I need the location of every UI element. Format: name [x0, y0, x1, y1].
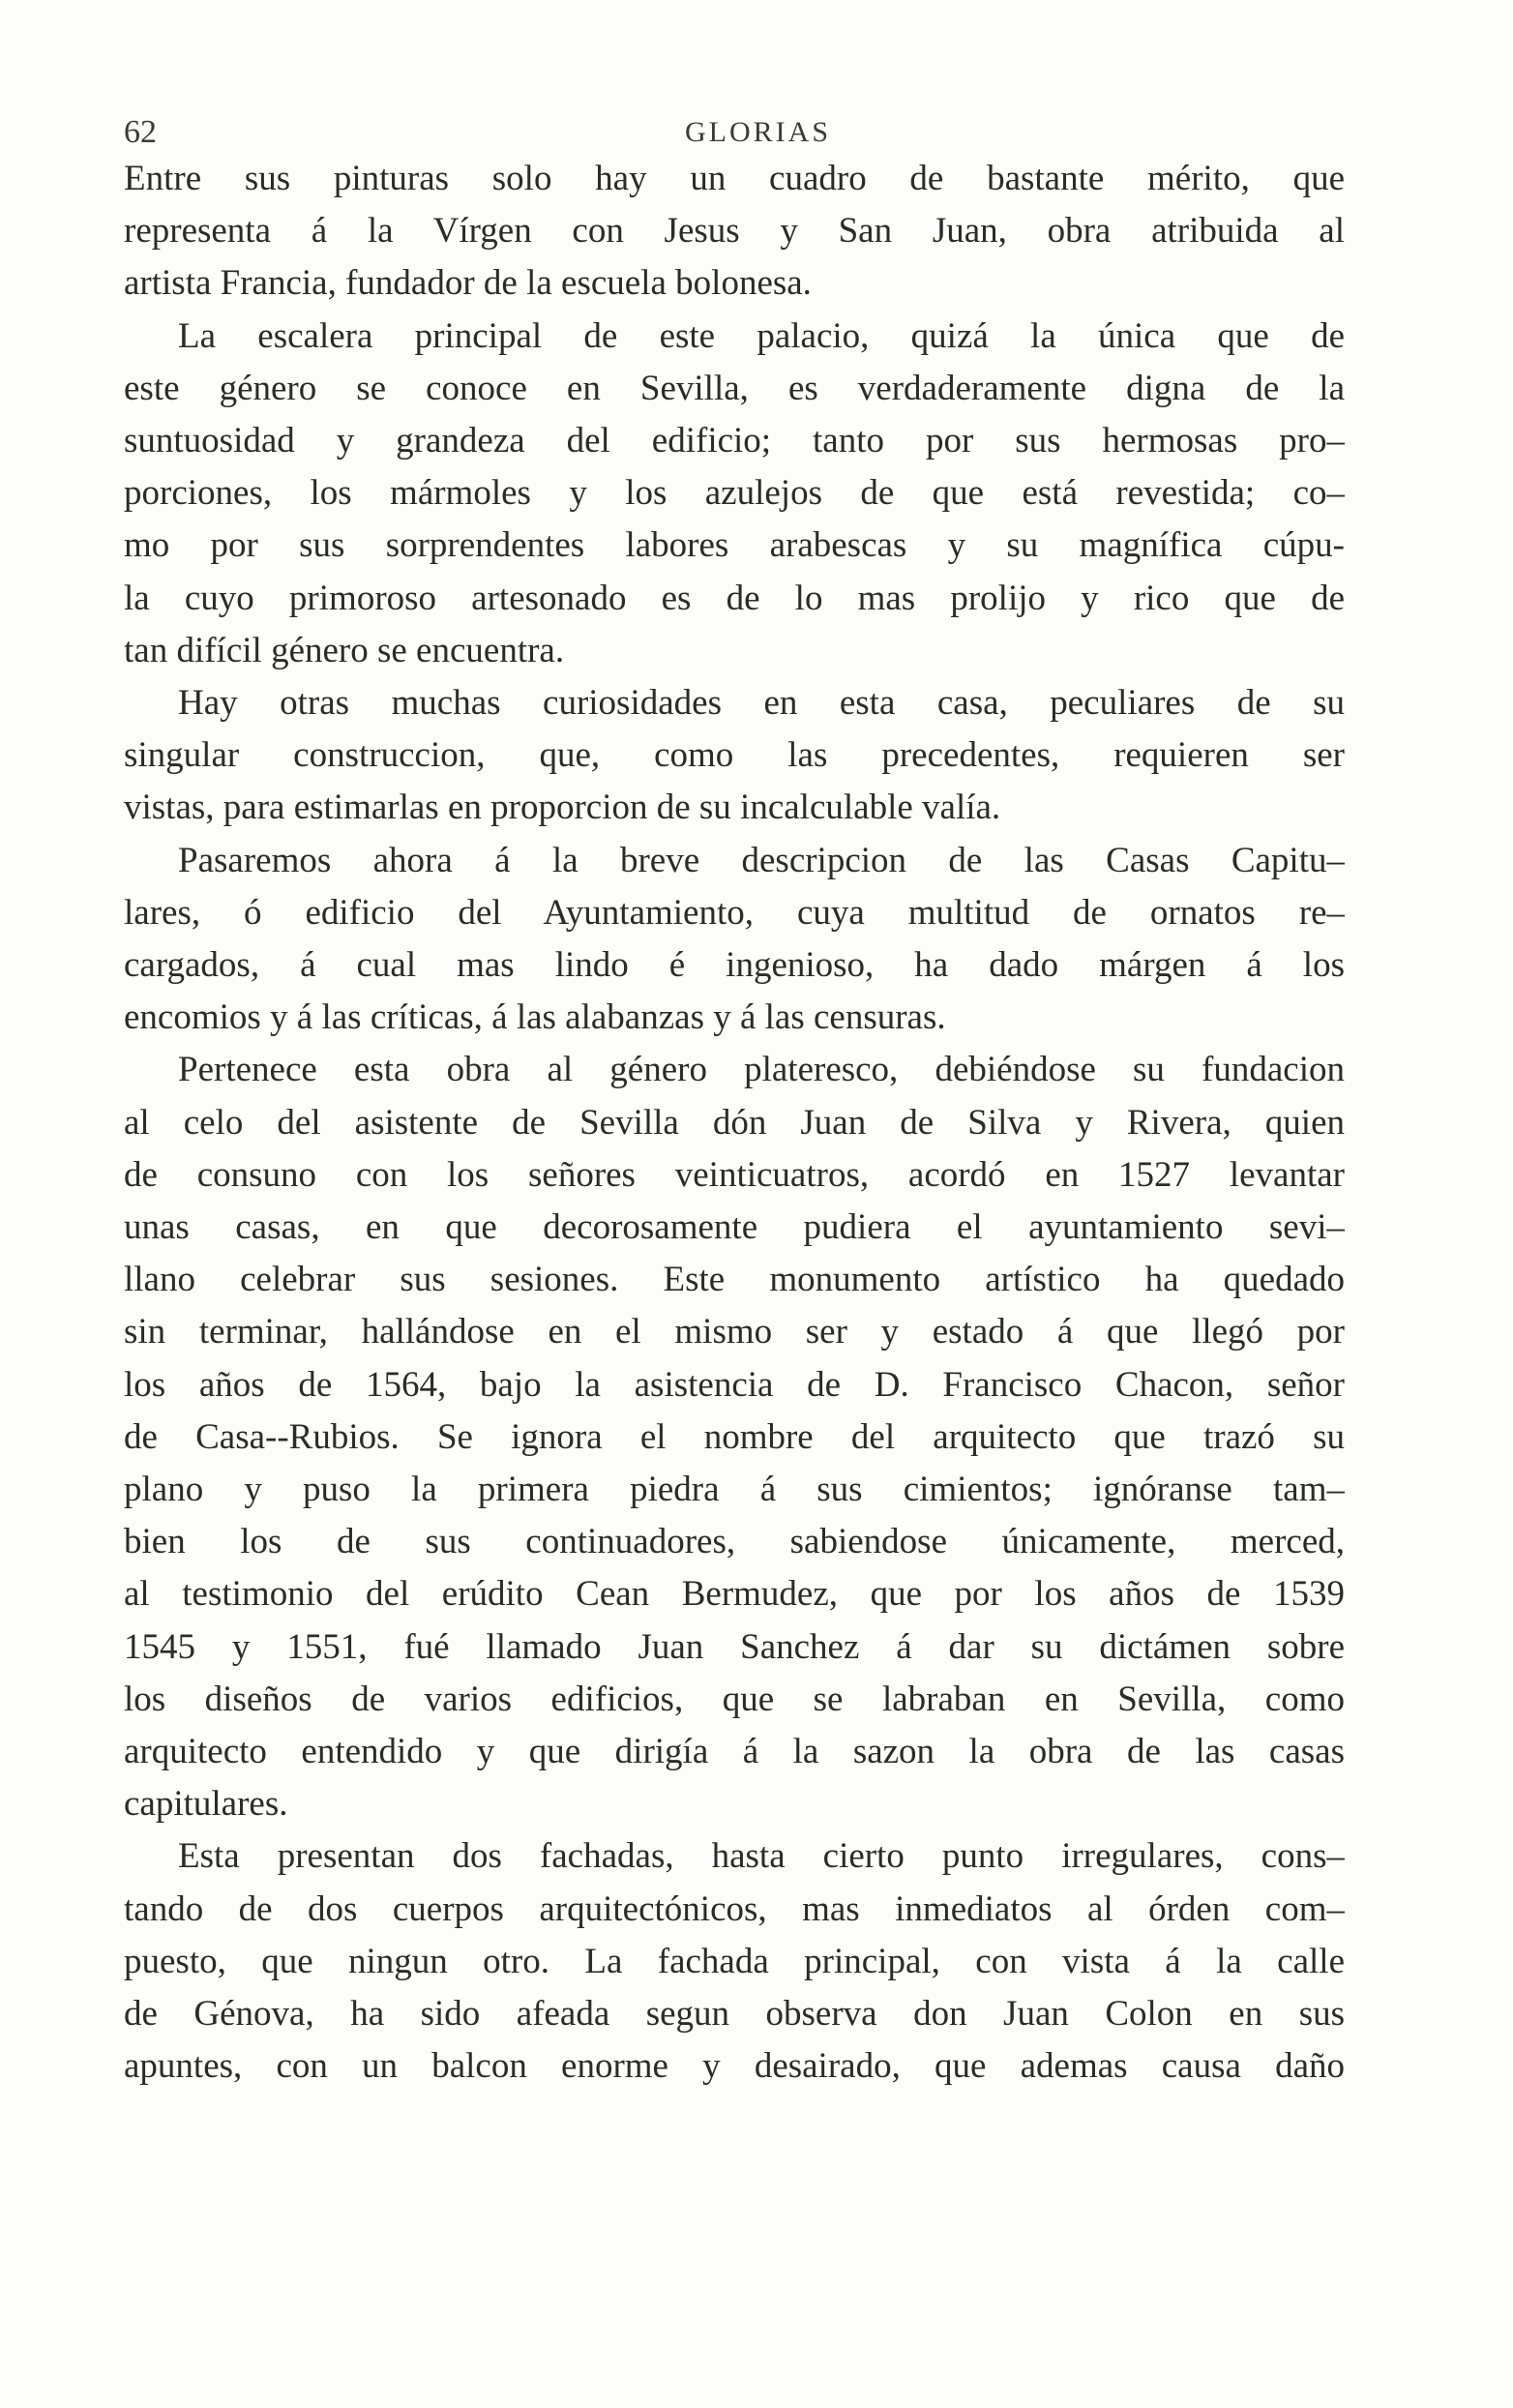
text-line: plano y puso la primera piedra á sus cimientos; ignóranse tam–	[124, 1470, 1345, 1509]
text-line: tando de dos cuerpos arquitectónicos, mas inmediatos al órden com–	[124, 1888, 1345, 1929]
text-line: de Génova, ha sido afeada segun observa don Juan Colon en sus	[124, 1994, 1345, 2034]
text-line: apuntes, con un balcon enorme y desairado, que ademas causa daño	[124, 2046, 1345, 2087]
text-line: Pertenece esta obra al género plateresco, debiéndose su fundacion	[178, 1050, 1345, 1090]
text-line: lares, ó edificio del Ayuntamiento, cuya multitud de ornatos re–	[124, 892, 1345, 933]
text-line: bien los de sus continuadores, sabiendose únicamente, merced,	[124, 1522, 1345, 1562]
text-line: Pasaremos ahora á la breve descripcion de las Casas Capitu–	[178, 840, 1345, 880]
text-line: representa á la Vírgen con Jesus y San Juan, obra atribuida al	[124, 211, 1345, 252]
text-line: 1545 y 1551, fué llamado Juan Sanchez á dar su dictámen sobre	[124, 1626, 1345, 1667]
text-line: de consuno con los señores veinticuatros, acordó en 1527 levantar	[124, 1154, 1345, 1195]
text-line: porciones, los mármoles y los azulejos de que está revestida; co–	[124, 473, 1345, 514]
text-line: los años de 1564, bajo la asistencia de D. Francisco Chacon, señor	[124, 1364, 1345, 1405]
text-line: este género se conoce en Sevilla, es verdaderamente digna de la	[124, 368, 1345, 408]
text-line: La escalera principal de este palacio, quizá la única que de	[178, 315, 1345, 356]
text-line: puesto, que ningun otro. La fachada principal, con vista á la calle	[124, 1941, 1345, 1981]
text-line: mo por sus sorprendentes labores arabescas y su magnífica cúpu-	[124, 525, 1345, 566]
page-number: 62	[124, 114, 157, 150]
text-line: tan difícil género se encuentra.	[124, 630, 565, 670]
page-header	[124, 114, 1345, 153]
text-line: capitulares.	[124, 1784, 288, 1825]
text-line: al celo del asistente de Sevilla dón Juan de Silva y Rivera, quien	[124, 1102, 1345, 1143]
text-line: singular construccion, que, como las precedentes, requieren ser	[124, 735, 1345, 776]
text-line: encomios y á las críticas, á las alabanzas y á las censuras.	[124, 997, 946, 1038]
running-head: GLORIAS	[685, 116, 832, 148]
text-line: unas casas, en que decorosamente pudiera el ayuntamiento sevi–	[124, 1207, 1345, 1247]
text-line: los diseños de varios edificios, que se labraban en Sevilla, como	[124, 1679, 1345, 1719]
text-line: Esta presentan dos fachadas, hasta cierto punto irregulares, cons–	[178, 1836, 1345, 1877]
text-line: suntuosidad y grandeza del edificio; tanto por sus hermosas pro–	[124, 421, 1345, 461]
text-line: vistas, para estimarlas en proporcion de su incalculable valía.	[124, 788, 1001, 828]
text-line: la cuyo primoroso artesonado es de lo mas prolijo y rico que de	[124, 578, 1345, 618]
body-text	[124, 155, 1345, 2099]
text-line: artista Francia, fundador de la escuela bolonesa.	[124, 263, 812, 304]
text-line: sin terminar, hallándose en el mismo ser y estado á que llegó por	[124, 1312, 1345, 1353]
text-line: arquitecto entendido y que dirigía á la sazon la obra de las casas	[124, 1732, 1345, 1771]
text-line: llano celebrar sus sesiones. Este monumento artístico ha quedado	[124, 1260, 1345, 1300]
text-line: al testimonio del erúdito Cean Bermudez, que por los años de 1539	[124, 1574, 1345, 1615]
text-line: Entre sus pinturas solo hay un cuadro de bastante mérito, que	[124, 159, 1345, 198]
text-line: Hay otras muchas curiosidades en esta casa, peculiares de su	[178, 683, 1345, 723]
text-line: cargados, á cual mas lindo é ingenioso, ha dado márgen á los	[124, 945, 1345, 985]
text-line: de Casa--Rubios. Se ignora el nombre del arquitecto que trazó su	[124, 1416, 1345, 1457]
